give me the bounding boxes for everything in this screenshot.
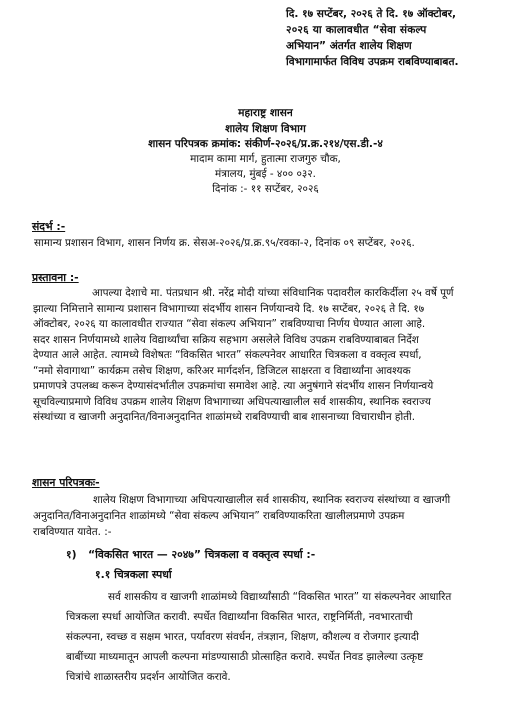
item-number: १): [66, 548, 77, 561]
item-body: [0, 590, 531, 690]
reference-text: सामान्य प्रशासन विभाग, शासन निर्णय क्र. सेसअ-२०२६/प्र.क्र.९५/रवका-२, दिनांक ०९ सप्टेंबर, २०२६.: [34, 237, 415, 249]
reference-heading: संदर्भ :-: [32, 220, 66, 233]
subject-line-2: २०२६ या कालावधीत “सेवा संकल्प: [286, 24, 427, 36]
header-department: शालेय शिक्षण विभाग: [225, 123, 306, 135]
preamble-line: झाल्या निमित्ताने सामान्य प्रशासन विभागाच्या संदर्भीय शासन निर्णयान्वये दि. १७ सप्टेंबर, २०२६ ते दि. १७: [33, 302, 425, 315]
preamble-body: [0, 286, 531, 436]
item-line: संकल्पना, स्वच्छ व सक्षम भारत, पर्यावरण संवर्धन, तंत्रज्ञान, शिक्षण, कौशल्य व रोजगार इत्यादी: [66, 631, 419, 643]
circular-number: शासन परिपत्रक क्रमांक: संकीर्ण-२०२६/प्र.क्र.२१४/एस.डी.-४: [148, 138, 383, 150]
item-line: चित्रकला स्पर्धा आयोजित करावी. स्पर्धेत विद्यार्थ्यांना विकसित भारत, राष्ट्रनिर्मिती, नवभारताची: [66, 611, 413, 623]
preamble-line: ऑक्टोबर, २०२६ या कालावधीत राज्यात “सेवा संकल्प अभियान” राबविण्याचा निर्णय घेण्यात आला आहे.: [33, 318, 426, 330]
circular-line: अनुदानित/विनाअनुदानित शाळांमध्ये “सेवा संकल्प अभियान” राबविण्याकरिता खालीलप्रमाणे उपक्रम: [33, 510, 405, 522]
circular-line: राबविण्यात यावेत. :-: [33, 526, 112, 538]
preamble-line: सदर शासन निर्णयामध्ये शालेय विद्यार्थ्यांचा सक्रिय सहभाग असलेले विविध उपक्रम राबविण्याबाबत निर्देश: [33, 333, 419, 346]
preamble-line: “नमो सेवागाथा” कार्यक्रम तसेच शिक्षण, करिअर मार्गदर्शन, डिजिटल साक्षरता व विद्यार्थ्यांना आवश्यक: [33, 364, 411, 377]
circular-line: शालेय शिक्षण विभागाच्या अधिपत्याखालील सर्व शासकीय, स्थानिक स्वराज्य संस्थांच्या व खाजगी: [93, 494, 451, 506]
preamble-line: संस्थांच्या व खाजगी अनुदानित/विनाअनुदानित शाळांमध्ये राबविण्याची बाब शासनाच्या विचाराधीन होती.: [33, 411, 416, 423]
sub-heading: १.१ चित्रकला स्पर्धा: [95, 568, 172, 581]
preamble-heading: प्रस्तावना :-: [32, 271, 79, 284]
address-line-2: मंत्रालय, मुंबई - ४०० ०३२.: [215, 168, 316, 180]
item-title: “विकसित भारत — २०४७” चित्रकला व वक्तृत्व स्पर्धा :-: [88, 548, 316, 561]
preamble-line: सूचविल्याप्रमाणे विविध उपक्रम शालेय शिक्षण विभागाच्या अधिपत्याखालील सर्व शासकीय, स्थानिक स्वराज्य: [33, 395, 431, 408]
subject-line-1: दि. १७ सप्टेंबर, २०२६ ते दि. १७ ऑक्टोबर,: [286, 8, 457, 20]
item-line: चित्रांचे शाळास्तरीय प्रदर्शन आयोजित करावे.: [66, 671, 231, 683]
subject-block: [286, 6, 506, 70]
preamble-line: आपल्या देशाचे मा. पंतप्रधान श्री. नरेंद्र मोदी यांच्या संविधानिक पदावरील कारकिर्दीला २५ वर्षे पूर्ण: [92, 287, 454, 299]
header-state: महाराष्ट्र शासन: [238, 107, 293, 119]
circular-heading: शासन परिपत्रकः-: [32, 476, 100, 489]
item-line: सर्व शासकीय व खाजगी शाळांमध्ये विद्यार्थ्यांसाठी “विकसित भारत” या संकल्पनेवर आधारित: [108, 591, 452, 603]
preamble-line: देण्यात आले आहेत. त्यामध्ये विशेषतः “विकसित भारत” संकल्पनेवर आधारित चित्रकला व वक्तृत्व स्पर्धा,: [33, 349, 422, 361]
address-line-1: मादाम कामा मार्ग, हुतात्मा राजगुरु चौक,: [190, 153, 341, 165]
subject-line-4: विभागामार्फत विविध उपक्रम राबविण्याबाबत.: [286, 56, 459, 68]
circular-body: [0, 493, 531, 543]
subject-line-3: अभियान” अंतर्गत शालेय शिक्षण: [286, 40, 412, 52]
item-line: बाबींच्या माध्यमातून आपली कल्पना मांडण्यासाठी प्रोत्साहित करावे. स्पर्धेत निवड झालेल्या उत्कृष्ट: [66, 651, 424, 663]
issue-date: दिनांक :- ११ सप्टेंबर, २०२६: [212, 183, 319, 195]
preamble-line: प्रमाणपत्रे उपलब्ध करून देण्यासंदर्भातील उपक्रमांचा समावेश आहे. त्या अनुषंगाने संदर्भीय शासन निर्णयान्वये: [33, 380, 434, 392]
